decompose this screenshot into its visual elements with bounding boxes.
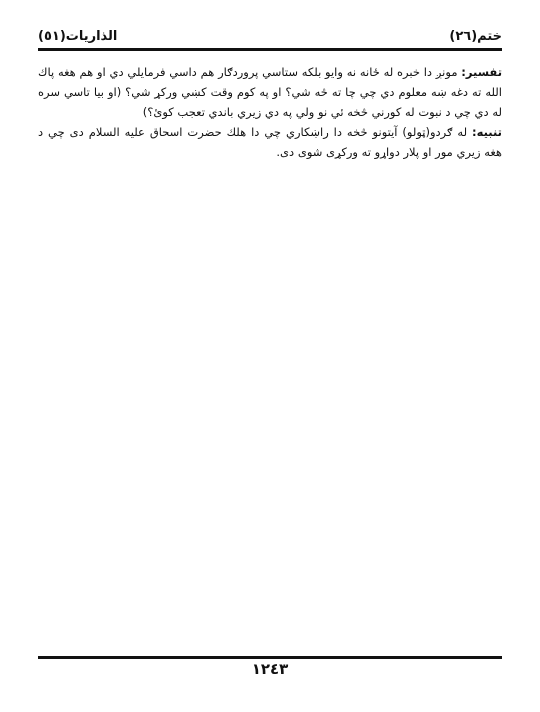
- tafseer-paragraph: [38, 62, 502, 122]
- page-number: ١٢٤٣: [251, 660, 289, 678]
- footer-rule: [38, 656, 502, 659]
- tafseer-text: مونږ دا خبره له ځانه نه وايو بلكه ستاسي پروردګار هم داسي فرمايلي دي او هم هغه پاك الله ته دغه ښه معلوم دي چي چا ته څه شي؟ او په كوم وقت كښي وركړ شي؟ (او بيا تاسي سره له دي چي د نبوت له كورني څخه ئي نو ولي په دي زيري باندي تعجب كوئ؟): [38, 65, 502, 119]
- page-body: [38, 62, 502, 162]
- header-rule: [38, 48, 502, 51]
- tafseer-label: تفسير:: [461, 65, 503, 79]
- running-header: [38, 26, 502, 46]
- tanbeeh-text: له ګردو(ټولو) آيتونو څخه دا راښكاري چي دا هلك حضرت اسحاق عليه السلام دى چي د هغه زيري مور او پلار دواړو ته وركړى شوى دى.: [38, 125, 502, 159]
- surah-title: الذاريات(٥١): [38, 28, 118, 44]
- tanbeeh-paragraph: [38, 122, 502, 162]
- tanbeeh-label: تنبيه:: [472, 125, 502, 139]
- juz-label: ختم(٢٦): [449, 28, 502, 44]
